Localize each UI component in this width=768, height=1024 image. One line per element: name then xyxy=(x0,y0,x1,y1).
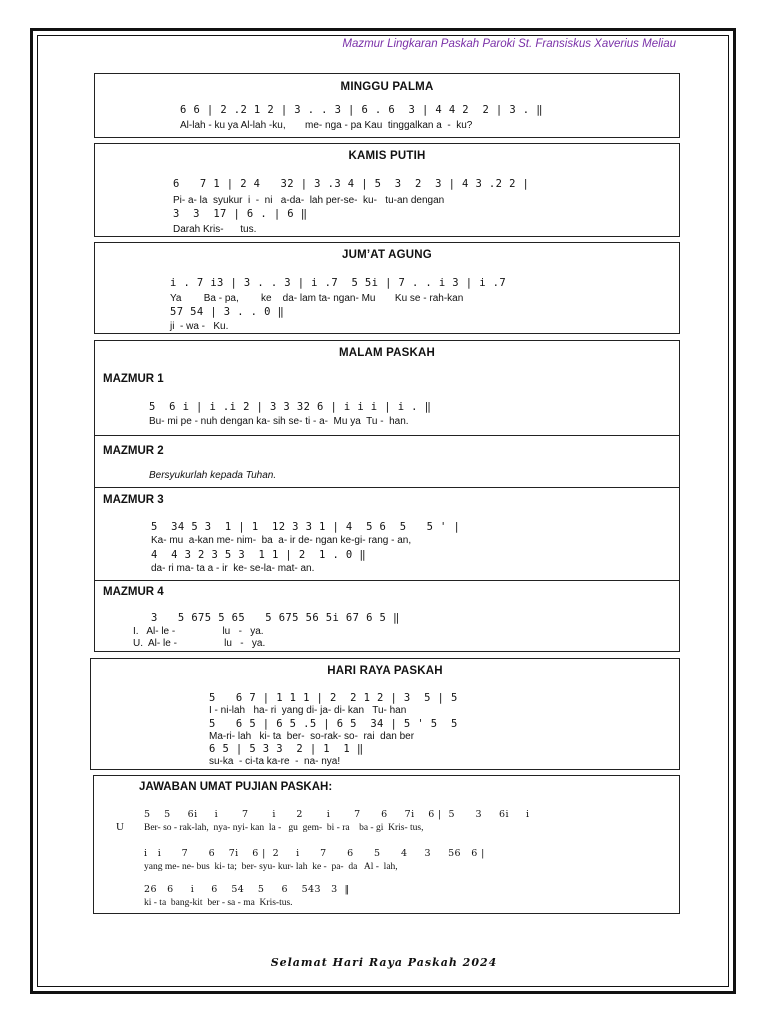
mazmur-2-text: Bersyukurlah kepada Tuhan. xyxy=(149,470,277,481)
section-malam-paskah xyxy=(94,340,680,652)
lyrics-line: Ber- so - rak-lah, nya- nyi- kan la - gu gem- bi - ra ba - gi Kris- tus, xyxy=(144,823,424,833)
lyrics-line: Ka- mu a-kan me- nim- ba a- ir de- ngan ke-gi- rang - an, xyxy=(151,535,412,546)
section-minggu-palma xyxy=(94,73,680,138)
notation-line: 5 6 5 | 6 5 .5 | 6 5 34 | 5 ' 5 5 xyxy=(209,718,458,730)
notation-line: 3 3 17 | 6 . | 6 ‖ xyxy=(173,208,308,220)
notation-line: 5 34 5 3 1 | 1 12 3 3 1 | 4 5 6 5 5 ' | xyxy=(151,521,461,533)
notation-line: i . 7 i3 | 3 . . 3 | i .7 5 5i | 7 . . i 3 | i .7 xyxy=(170,277,507,289)
mazmur-2-label: MAZMUR 2 xyxy=(103,445,164,457)
section-title: KAMIS PUTIH xyxy=(348,150,426,162)
umat-prefix: U xyxy=(116,821,124,833)
section-hari-raya-paskah xyxy=(90,658,680,770)
section-title: JUM’AT AGUNG xyxy=(342,249,432,261)
section-title: MINGGU PALMA xyxy=(340,81,434,93)
divider xyxy=(95,580,679,581)
lyrics-line: da- ri ma- ta a - ir ke- se-la- mat- an. xyxy=(151,563,315,574)
lyrics-line: Ya Ba - pa, ke da- lam ta- ngan- Mu Ku se - rah-kan xyxy=(170,293,464,304)
divider xyxy=(95,435,679,436)
mazmur-1-label: MAZMUR 1 xyxy=(103,373,164,385)
footer-greeting: Selamat Hari Raya Paskah 2024 xyxy=(270,956,498,969)
lyrics-line: U. Al- le - lu - ya. xyxy=(133,638,266,649)
lyrics-line: yang me- ne- bus ki- ta; ber- syu- kur- lah ke - pa- da Al - lah, xyxy=(144,862,398,872)
notation-line: 6 5 | 5 3 3 2 | 1 1 ‖ xyxy=(209,743,364,755)
lyrics-line: Pi- a- la syukur i - ni a-da- lah per-se- ku- tu-an dengan xyxy=(173,195,445,206)
mazmur-4-label: MAZMUR 4 xyxy=(103,586,164,598)
lyrics-line: Bu- mi pe - nuh dengan ka- sih se- ti - a- Mu ya Tu - han. xyxy=(149,416,409,427)
notation-line: 5 6 7 | 1 1 1 | 2 2 1 2 | 3 5 | 5 xyxy=(209,692,458,704)
lyrics-line: su-ka - ci-ta ka-re - na- nya! xyxy=(209,756,341,767)
notation-line: 3 5 675 5 65 5 675 56 5i 67 6 5 ‖ xyxy=(151,612,400,624)
lyrics-line: Darah Kris- tus. xyxy=(173,224,257,235)
notation-line: 4 4 3 2 3 5 3 1 1 | 2 1 . 0 ‖ xyxy=(151,549,367,561)
lyrics-line: ji - wa - Ku. xyxy=(170,321,229,332)
mazmur-3-label: MAZMUR 3 xyxy=(103,494,164,506)
lyrics-line: I - ni-lah ha- ri yang di- ja- di- kan Tu- han xyxy=(209,705,407,716)
section-title: HARI RAYA PASKAH xyxy=(327,665,443,677)
divider xyxy=(95,487,679,488)
section-jawaban-umat xyxy=(93,775,680,914)
notation-line: 6 6 | 2 .2 1 2 | 3 . . 3 | 6 . 6 3 | 4 4 2 2 | 3 . ‖ xyxy=(180,104,543,116)
lyrics-line: ki - ta bang-kit ber - sa - ma Kris-tus. xyxy=(144,898,293,908)
notation-line: 57 54 | 3 . . 0 ‖ xyxy=(170,306,285,318)
section-title: MALAM PASKAH xyxy=(338,347,436,359)
lyrics-line: Ma-ri- lah ki- ta ber- so-rak- so- rai dan ber xyxy=(209,731,415,742)
notation-line: 5 6 i | i .i 2 | 3 3 32 6 | i i i | i . ‖ xyxy=(149,401,432,413)
lyrics-line: Al-lah - ku ya Al-lah -ku, me- nga - pa Kau tinggalkan a - ku? xyxy=(180,120,473,131)
lyrics-line: I. Al- le - lu - ya. xyxy=(133,626,264,637)
notation-line: i i 7 6 7i 6 | 2 i 7 6 5 4 3 56 6 | xyxy=(144,848,485,859)
notation-line: 26 6 i 6 54 5 6 543 3 ‖ xyxy=(144,884,350,895)
section-jumat-agung xyxy=(94,242,680,334)
notation-line: 6 7 1 | 2 4 32 | 3 .3 4 | 5 3 2 3 | 4 3 .2 2 | xyxy=(173,178,530,190)
section-kamis-putih xyxy=(94,143,680,237)
document-header: Mazmur Lingkaran Paskah Paroki St. Fransiskus Xaverius Meliau xyxy=(342,38,676,50)
section-title: JAWABAN UMAT PUJIAN PASKAH: xyxy=(139,781,333,793)
notation-line: 5 5 6i i 7 i 2 i 7 6 7i 6 | 5 3 6i i xyxy=(144,809,530,820)
